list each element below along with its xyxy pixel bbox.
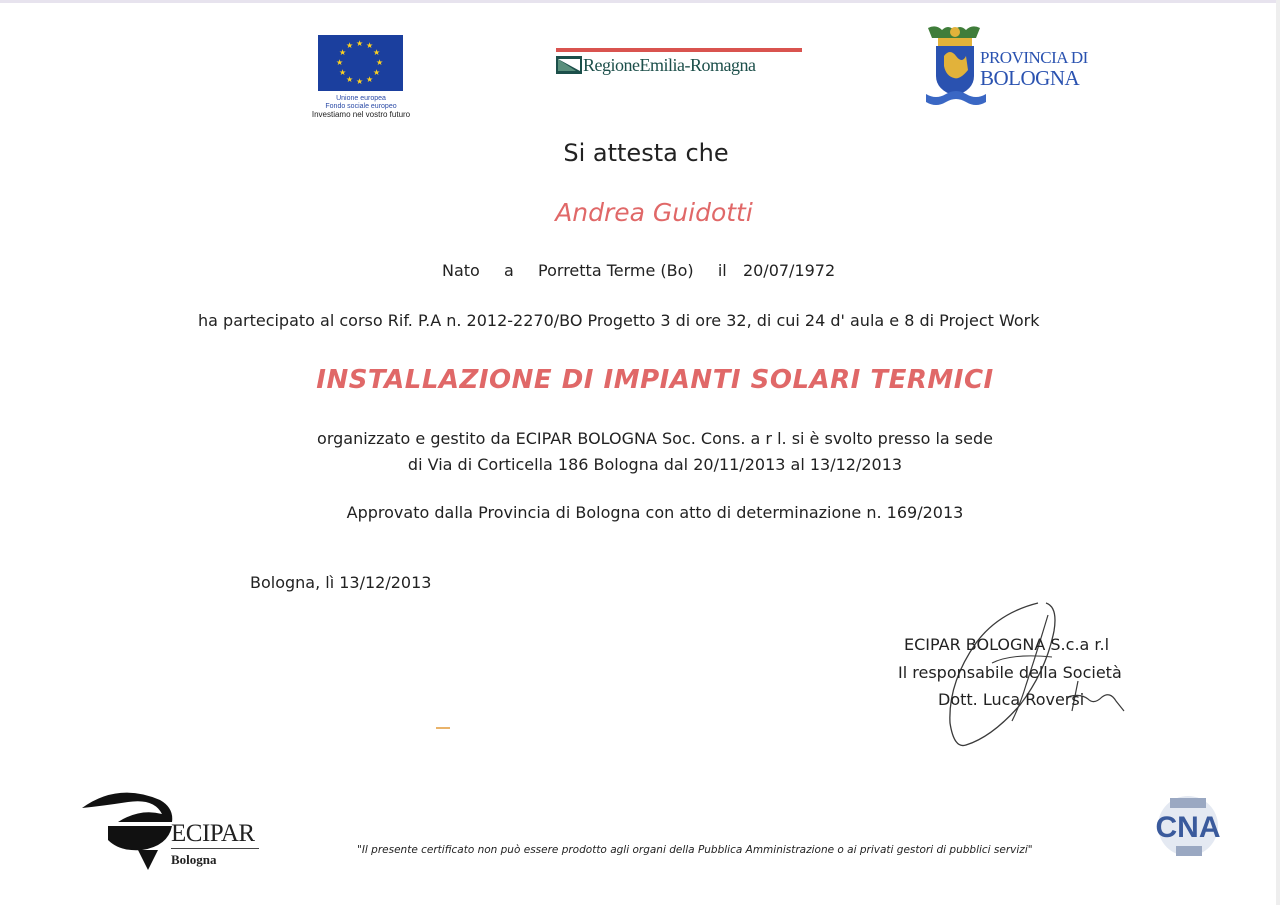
birth-label-at: a bbox=[504, 261, 514, 280]
cna-logo bbox=[1148, 790, 1228, 860]
province-logo-text bbox=[980, 48, 1088, 88]
signatory-name: Dott. Luca Roversi bbox=[938, 690, 1085, 709]
eu-caption-line3: Investiamo nel vostro futuro bbox=[311, 110, 411, 119]
eu-flag-icon: ★ ★ ★ ★ ★ ★ ★ ★ ★ ★ ★ ★ bbox=[318, 35, 403, 91]
ecipar-logo bbox=[78, 786, 268, 872]
decorative-mark bbox=[436, 727, 450, 729]
place-and-date: Bologna, lì 13/12/2013 bbox=[250, 573, 432, 592]
eu-caption-line2: Fondo sociale europeo bbox=[325, 103, 397, 110]
birth-date: 20/07/1972 bbox=[742, 261, 836, 280]
ecipar-logo-icon bbox=[78, 786, 178, 872]
organizer-line-2: di Via di Corticella 186 Bologna dal 20/11/2013 al 13/12/2013 bbox=[407, 455, 903, 474]
ecipar-logo-city: Bologna bbox=[171, 852, 217, 867]
course-title: INSTALLAZIONE DI IMPIANTI SOLARI TERMICI bbox=[316, 365, 994, 395]
ecipar-logo-rule bbox=[171, 848, 259, 849]
province-crest-icon bbox=[922, 24, 988, 108]
birth-place: Porretta Terme (Bo) bbox=[538, 261, 694, 280]
course-reference: ha partecipato al corso Rif. P.A n. 2012-2270/BO Progetto 3 di ore 32, di cui 24 d' aula e 8 di Project Work bbox=[198, 311, 1040, 330]
eu-caption-line1: Unione europea bbox=[336, 95, 386, 102]
eu-logo bbox=[296, 33, 426, 128]
approval-line: Approvato dalla Provincia di Bologna con atto di determinazione n. 169/2013 bbox=[346, 503, 964, 522]
birth-label-born: Nato bbox=[442, 261, 480, 280]
top-border bbox=[0, 0, 1280, 3]
province-logo-line2: BOLOGNA bbox=[980, 66, 1080, 90]
emilia-romagna-icon bbox=[556, 56, 582, 74]
region-logo-text: RegioneEmilia-Romagna bbox=[583, 55, 756, 75]
region-logo bbox=[556, 46, 806, 82]
eu-caption bbox=[296, 95, 426, 119]
birth-label-on: il bbox=[717, 261, 727, 280]
ecipar-logo-name: ECIPAR bbox=[171, 820, 255, 847]
signature-role: Il responsabile della Società bbox=[898, 663, 1122, 682]
certificate-intro: Si attesta che bbox=[563, 139, 729, 167]
region-logo-bar bbox=[556, 48, 802, 52]
cna-logo-icon bbox=[1148, 790, 1228, 860]
right-border bbox=[1276, 0, 1280, 905]
organizer-line-1: organizzato e gestito da ECIPAR BOLOGNA Soc. Cons. a r l. si è svolto presso la sede bbox=[317, 429, 993, 448]
cna-logo-text: CNA bbox=[1155, 811, 1221, 844]
birth-line bbox=[442, 261, 835, 280]
signature-company: ECIPAR BOLOGNA S.c.a r.l bbox=[904, 635, 1110, 654]
recipient-name: Andrea Guidotti bbox=[555, 198, 753, 227]
province-logo bbox=[922, 24, 1092, 110]
province-logo-line1: PROVINCIA DI bbox=[980, 48, 1088, 67]
certificate-disclaimer: "Il presente certificato non può essere prodotto agli organi della Pubblica Amministrazione o ai privati gestori di pubblici servizi" bbox=[357, 844, 1033, 856]
